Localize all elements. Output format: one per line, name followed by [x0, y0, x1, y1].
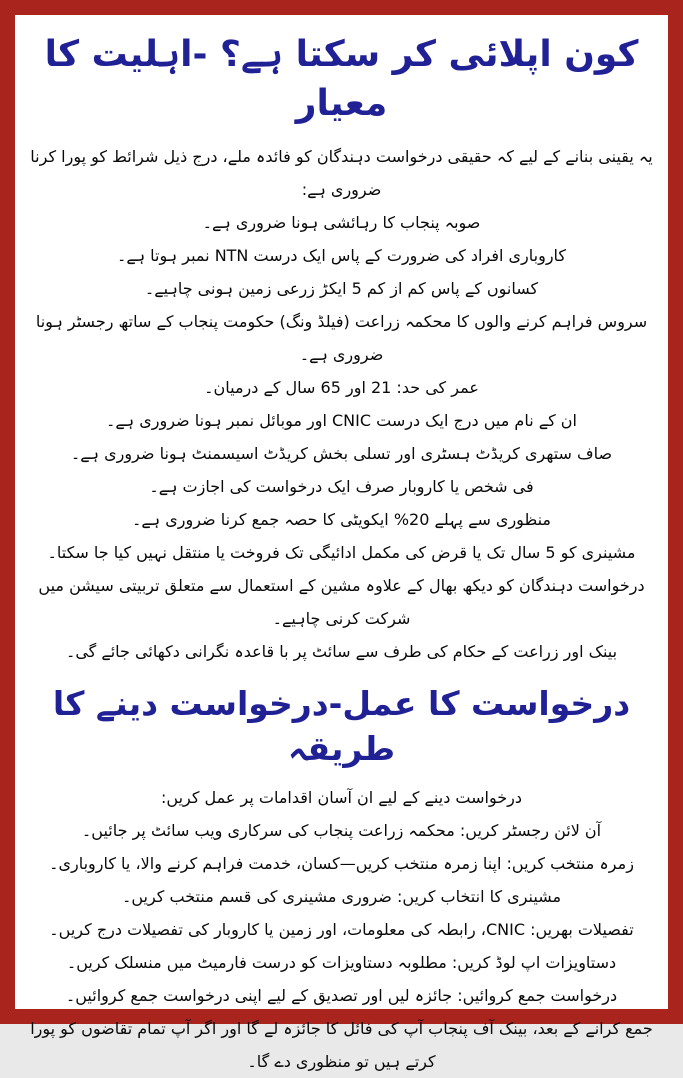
eligibility-heading: کون اپلائی کر سکتا ہے؟ -اہلیت کا معیار — [44, 34, 639, 124]
text-line: کاروباری افراد کی ضرورت کے پاس ایک درست NTN نمبر ہوتا ہے۔ — [116, 246, 567, 266]
text-line: منظوری سے پہلے 20% ایکویٹی کا حصہ جمع کرنا ضروری ہے۔ — [132, 510, 551, 530]
text-line: درخواست دہندگان کو دیکھ بھال کے علاوہ مشین کے استعمال سے متعلق تربیتی سیشن میں شرکت کرنی چاہیے۔ — [38, 576, 645, 629]
text-line: صوبہ پنجاب کا رہائشی ہونا ضروری ہے۔ — [202, 213, 481, 233]
text-line: سروس فراہم کرنے والوں کا محکمہ زراعت (فیلڈ ونگ) حکومت پنجاب کے ساتھ رجسٹر ہونا ضروری ہے۔ — [35, 312, 648, 365]
text-line: بینک اور زراعت کے حکام کی طرف سے سائٹ پر با قاعدہ نگرانی دکھائی جائے گی۔ — [65, 642, 618, 662]
text-line: تفصیلات بھریں: CNIC، رابطہ کی معلومات، اور زمین یا کاروبار کی تفصیلات درج کریں۔ — [49, 920, 634, 940]
text-line: یہ یقینی بنانے کے لیے کہ حقیقی درخواست دہندگان کو فائدہ ملے، درج ذیل شرائط کو پورا کرنا ضروری ہے: — [30, 147, 653, 200]
text-line: ان کے نام میں درج ایک درست CNIC اور موبائل نمبر ہونا ضروری ہے۔ — [106, 411, 577, 431]
text-line: کسانوں کے پاس کم از کم 5 ایکڑ زرعی زمین ہونی چاہیے۔ — [144, 279, 539, 299]
text-line: زمرہ منتخب کریں: اپنا زمرہ منتخب کریں—کسان، خدمت فراہم کرنے والا، یا کاروباری۔ — [49, 854, 634, 874]
text-line: درخواست جمع کروائیں: جائزہ لیں اور تصدیق کے لیے اپنی درخواست جمع کروائیں۔ — [65, 986, 618, 1006]
text-line: عمر کی حد: 21 اور 65 سال کے درمیان۔ — [204, 378, 479, 398]
application-steps-list — [29, 781, 654, 1078]
text-line: آن لائن رجسٹر کریں: محکمہ زراعت پنجاب کی سرکاری ویب سائٹ پر جائیں۔ — [81, 821, 602, 841]
text-line: فی شخص یا کاروبار صرف ایک درخواست کی اجازت ہے۔ — [149, 477, 534, 497]
eligibility-criteria-list — [29, 140, 654, 668]
text-line: دستاویزات اپ لوڈ کریں: مطلوبہ دستاویزات کو درست فارمیٹ میں منسلک کریں۔ — [66, 953, 617, 973]
text-line: جمع کرانے کے بعد، بینک آف پنجاب آپ کی فائل کا جائزہ لے گا اور اگر آپ تمام تقاضوں کو پورا کرتے ہیں تو منظوری دے گا۔ — [30, 1019, 653, 1072]
application-process-heading: درخواست کا عمل-درخواست دینے کا طریقہ — [52, 684, 631, 768]
text-line: صاف ستھری کریڈٹ ہسٹری اور تسلی بخش کریڈٹ اسیسمنٹ ہونا ضروری ہے۔ — [70, 444, 613, 464]
text-line: درخواست دینے کے لیے ان آسان اقدامات پر عمل کریں: — [161, 788, 522, 808]
text-line: مشینری کا انتخاب کریں: ضروری مشینری کی قسم منتخب کریں۔ — [121, 887, 562, 907]
poster-content — [15, 15, 668, 1072]
text-line: مشینری کو 5 سال تک یا قرض کی مکمل ادائیگی تک فروخت یا منتقل نہیں کیا جا سکتا۔ — [47, 543, 636, 563]
